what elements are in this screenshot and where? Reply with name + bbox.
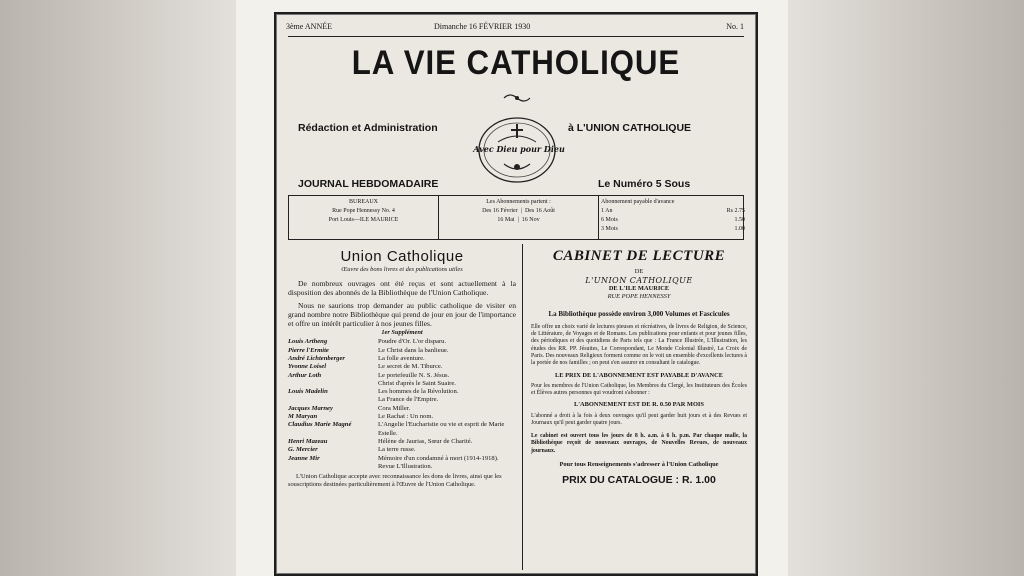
union-title: Union Catholique [340, 248, 464, 265]
book-title: Cora Miller. [378, 404, 411, 412]
abo-row: 16 Mai | 16 Nov [497, 217, 540, 223]
pay-value: Rs 2.75 [726, 208, 745, 214]
book-author: André Lichtenberger [288, 355, 345, 362]
bureaux-line: Port Louis—ILE MAURICE [328, 217, 399, 223]
book-author: Louis Artheng [288, 338, 328, 346]
cabinet-place: DE L'ILE MAURICE [608, 285, 670, 293]
book-author: Yvonne Loisel [288, 363, 327, 371]
cabinet-de: DE [634, 268, 644, 275]
union-subtitle: Œuvre des bons livres et des publications utiles [341, 266, 463, 273]
union-label: à L'UNION CATHOLIQUE [568, 122, 692, 134]
book-title: La folle aventure. [378, 355, 425, 362]
cabinet-paragraph: Elle offre un choix varié de lectures pieuses et récréatives, de livres de Religion, de Science, de Littérature, de Voyages et de Romans. Les publications pour enfants et pour jeunes filles, des périodiques et des quotidiens de Paris tels que : La France Illustrée, L'Illustration, les études des RR. PP. Jésuites, Le Correspondant, Le Monde Colonial Illustré, La Croix de Paris. Des nouveaux Religieux forment comme on le voit un ensemble d'excellents lectures à la portée de nos familles ; on peut s'en assurer en consultant le catalogue. [531, 323, 747, 367]
book-row [288, 347, 516, 355]
bureaux-line: Rue Pope Hennessy No. 4 [332, 208, 395, 214]
column-divider [522, 244, 523, 570]
info-box [288, 195, 744, 240]
abo-date: Des 16 Février [482, 208, 518, 214]
cabinet-org: L'UNION CATHOLIQUE [585, 276, 693, 286]
pay-value: 1.50 [734, 217, 745, 223]
book-author: Claudius Marie Magné [288, 421, 352, 429]
book-title: La terre russe. [378, 446, 416, 454]
abo-date: 16 Mai [497, 217, 515, 223]
book-row [288, 380, 516, 388]
book-author: Jacques Marney [288, 404, 333, 412]
book-list [288, 338, 516, 471]
cabinet-street: RUE POPE HENNESSY [607, 293, 671, 301]
cabinet-heading: L'ABONNEMENT EST DE R. 0.50 PAR MOIS [574, 401, 704, 409]
book-row [288, 455, 516, 463]
book-author [288, 380, 378, 388]
book-author: G. Mercier [288, 446, 318, 454]
bureaux-title: BUREAUX [348, 199, 378, 205]
cabinet-paragraph: Le cabinet est ouvert tous les jours de 8 h. a.m. à 6 h. p.m. Par chaque malle, la Bibliothèque reçoit de nouveaux ouvrages, de Nouvelles Revues, de nouveaux journaux. [531, 433, 747, 454]
issue-date: Dimanche 16 FÉVRIER 1930 [434, 22, 531, 31]
cabinet-contact: Pour tous Renseignements s'adresser à l'Union Catholique [559, 461, 719, 469]
book-row [288, 438, 516, 446]
redaction-label: Rédaction et Administration [298, 122, 438, 134]
book-author: Louis Madelin [288, 388, 328, 396]
book-title: L'Angelie l'Eucharistie ou vie et esprit de Marie Estelle. [378, 421, 505, 437]
background-right [774, 0, 1024, 576]
book-title: Le portefeuille N. S. Jésus. [378, 371, 450, 379]
book-title: Le Christ dans la banlieue. [378, 346, 449, 354]
issue-year: 3ème ANNÉE [286, 22, 332, 31]
abo-date: Des 16 Août [524, 208, 555, 214]
cabinet-heading: LE PRIX DE L'ABONNEMENT EST PAYABLE D'AVANCE [555, 371, 723, 379]
price-label: Le Numéro 5 Sous [598, 178, 691, 190]
book-title: Le secret de M. Tiburce. [378, 363, 443, 371]
book-author: Jeanne Mir [288, 454, 320, 462]
book-title: Le Rachat : Un nom. [378, 413, 434, 421]
pay-row [601, 207, 745, 216]
cabinet-title: CABINET DE LECTURE [552, 248, 726, 264]
book-author [288, 396, 378, 404]
top-rule [288, 36, 744, 37]
book-row [288, 463, 516, 471]
pay-value: 1.00 [734, 226, 745, 232]
cabinet-count: La Bibliothèque possède environ 3,000 Volumes et Fascicules [548, 309, 730, 318]
cabinet-paragraph: Pour les membres de l'Union Catholique, les Membres du Clergé, les Instituteurs des Écoles et Élèves autres personnes qui voudront s'abonner : [531, 382, 747, 397]
book-author: M Maryan [288, 413, 318, 421]
cabinet-column [531, 248, 747, 486]
pay-term: 6 Mois [601, 217, 618, 223]
book-row [288, 363, 516, 371]
bureaux-cell [289, 196, 439, 239]
book-title: Hélène de Jaurias, Sœur de Charité. [378, 437, 473, 445]
pay-title: Abonnement payable d'avance [601, 199, 675, 205]
supplement-heading: 1er Supplément [381, 329, 423, 337]
book-author: Arthur Loth [288, 371, 322, 379]
book-title: La France de l'Empire. [378, 396, 439, 404]
union-paragraph: Nous ne saurions trop demander au public catholique de visiter en grand nombre notre Bibliothèque qui prend de jour en jour de l'importance et offre un intérêt particulier à nos jeunes filles. [288, 301, 516, 329]
book-row [288, 413, 516, 421]
book-row [288, 338, 516, 346]
cabinet-paragraph: L'abonné a droit à la fois à deux ouvrages qu'il peut garder huit jours et à des Revues et Journaux qu'il peut garder quatre jours. [531, 412, 747, 426]
book-title: Poudre d'Or. L'or disparu. [378, 338, 447, 346]
union-closing: L'Union Catholique accepte avec reconnaissance les dons de livres, ainsi que les souscriptions destinées particulièrement à l'Œuvre de l'Union Catholique. [288, 473, 502, 489]
emblem-motto: Avec Dieu pour Dieu [473, 144, 565, 154]
book-author [288, 463, 378, 471]
abonnements-cell [439, 196, 599, 239]
abo-row: Des 16 Février | Des 16 Août [482, 208, 555, 214]
book-row [288, 396, 516, 404]
ornament-icon [502, 92, 532, 104]
issue-line [284, 22, 748, 36]
background-left [0, 0, 250, 576]
book-author: Pierre l'Ermite [288, 346, 329, 354]
union-catholique-column [288, 248, 516, 490]
book-row [288, 405, 516, 413]
union-paragraph: De nombreux ouvrages ont été reçus et sont actuellement à la disposition des abonnés de la Bibliothèque de l'Union Catholique. [288, 279, 516, 298]
book-title: Christ d'après le Saint Suaire. [378, 379, 456, 387]
book-author: Henri Mazeau [288, 437, 328, 445]
book-row [288, 355, 516, 363]
pay-row [601, 216, 745, 225]
book-row [288, 388, 516, 396]
pay-term: 3 Mois [601, 226, 618, 232]
abo-date: 16 Nov [521, 217, 540, 223]
journal-label: JOURNAL HEBDOMADAIRE [298, 178, 439, 190]
issue-number: No. 1 [726, 22, 744, 31]
book-title: Mémoire d'un condamné à mort (1914-1918). [378, 454, 499, 462]
book-title: Les hommes de la Révolution. [378, 388, 459, 396]
pay-row [601, 225, 745, 234]
pricing-cell [599, 196, 747, 239]
book-row [288, 421, 516, 438]
book-row [288, 372, 516, 380]
book-row [288, 446, 516, 454]
abo-title: Les Abonnements partent : [486, 199, 551, 205]
pay-term: 1 An [601, 208, 613, 214]
book-title: Revue L'Illustration. [378, 462, 433, 470]
newspaper-page [274, 12, 758, 576]
catalogue-price: PRIX DU CATALOGUE : R. 1.00 [562, 474, 716, 487]
masthead-title: LA VIE CATHOLIQUE [351, 44, 681, 82]
